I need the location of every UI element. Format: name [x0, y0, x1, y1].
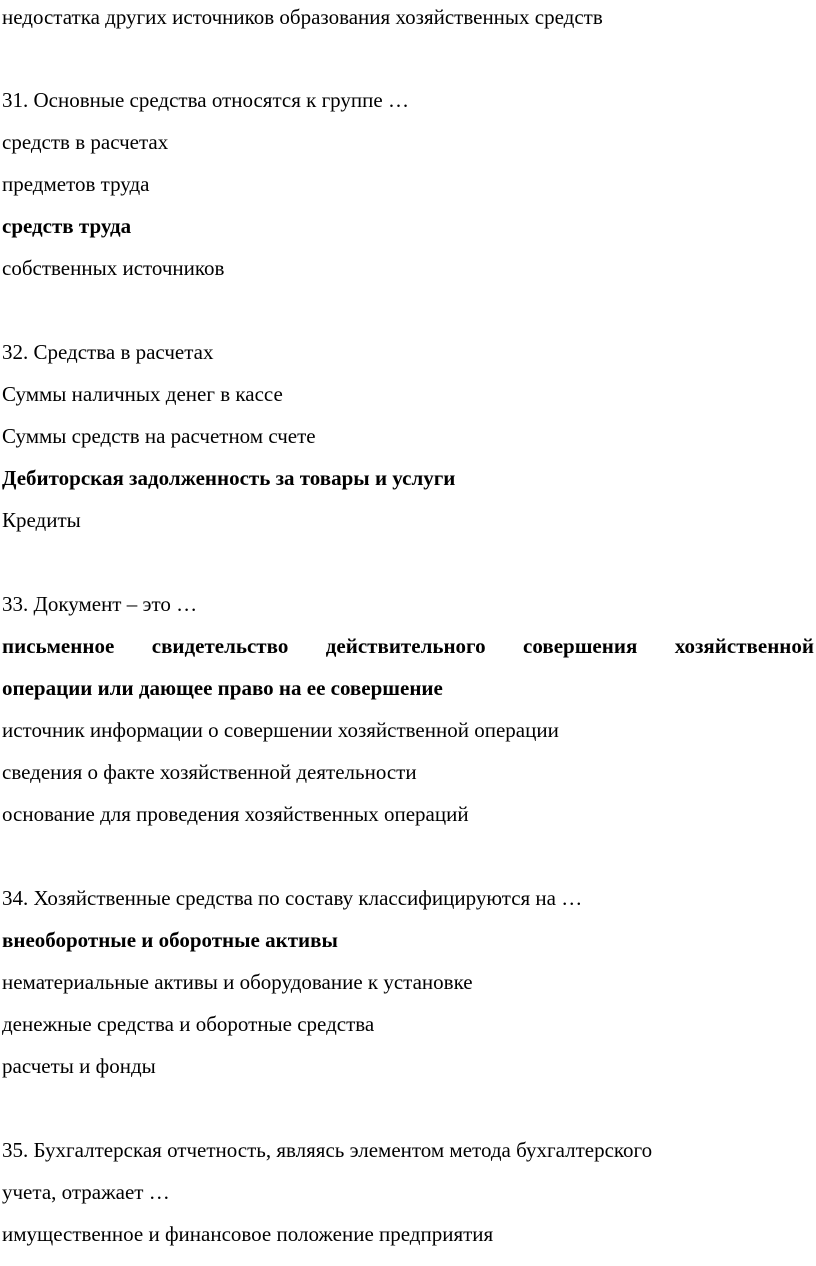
question-34-option-4: расчеты и фонды [2, 1054, 156, 1078]
question-33-text: 33. Документ – это … [2, 592, 198, 616]
question-33-option-2: источник информации о совершении хозяйственной операции [2, 718, 559, 742]
question-34-text: 34. Хозяйственные средства по составу классифицируются на … [2, 886, 583, 910]
question-34-correct-answer: внеоборотные и оборотные активы [2, 928, 338, 952]
continuation-text: недостатка других источников образования хозяйственных средств [2, 5, 603, 29]
question-31-option-1: средств в расчетах [2, 130, 169, 154]
question-33-option-4: основание для проведения хозяйственных операций [2, 802, 469, 826]
question-33-correct-answer-line-2: операции или дающее право на ее совершение [2, 676, 443, 700]
question-32-option-1: Суммы наличных денег в кассе [2, 382, 283, 406]
question-35-text-line-1: 35. Бухгалтерская отчетность, являясь элементом метода бухгалтерского [2, 1138, 653, 1162]
question-31-option-2: предметов труда [2, 172, 150, 196]
question-33-option-3: сведения о факте хозяйственной деятельности [2, 760, 417, 784]
question-35-text-line-2: учета, отражает … [2, 1180, 170, 1204]
question-33-correct-answer-line-1: письменное свидетельство действительного совершения хозяйственной [2, 634, 814, 658]
question-32-correct-answer: Дебиторская задолженность за товары и услуги [2, 466, 456, 490]
question-34-option-2: нематериальные активы и оборудование к установке [2, 970, 473, 994]
question-31-text: 31. Основные средства относятся к группе … [2, 88, 409, 112]
question-32-option-4: Кредиты [2, 508, 81, 532]
question-31-correct-answer: средств труда [2, 214, 132, 238]
question-32-text: 32. Средства в расчетах [2, 340, 214, 364]
question-32-option-2: Суммы средств на расчетном счете [2, 424, 316, 448]
question-31-option-4: собственных источников [2, 256, 225, 280]
question-34-option-3: денежные средства и оборотные средства [2, 1012, 375, 1036]
question-35-option-1: имущественное и финансовое положение предприятия [2, 1222, 494, 1246]
